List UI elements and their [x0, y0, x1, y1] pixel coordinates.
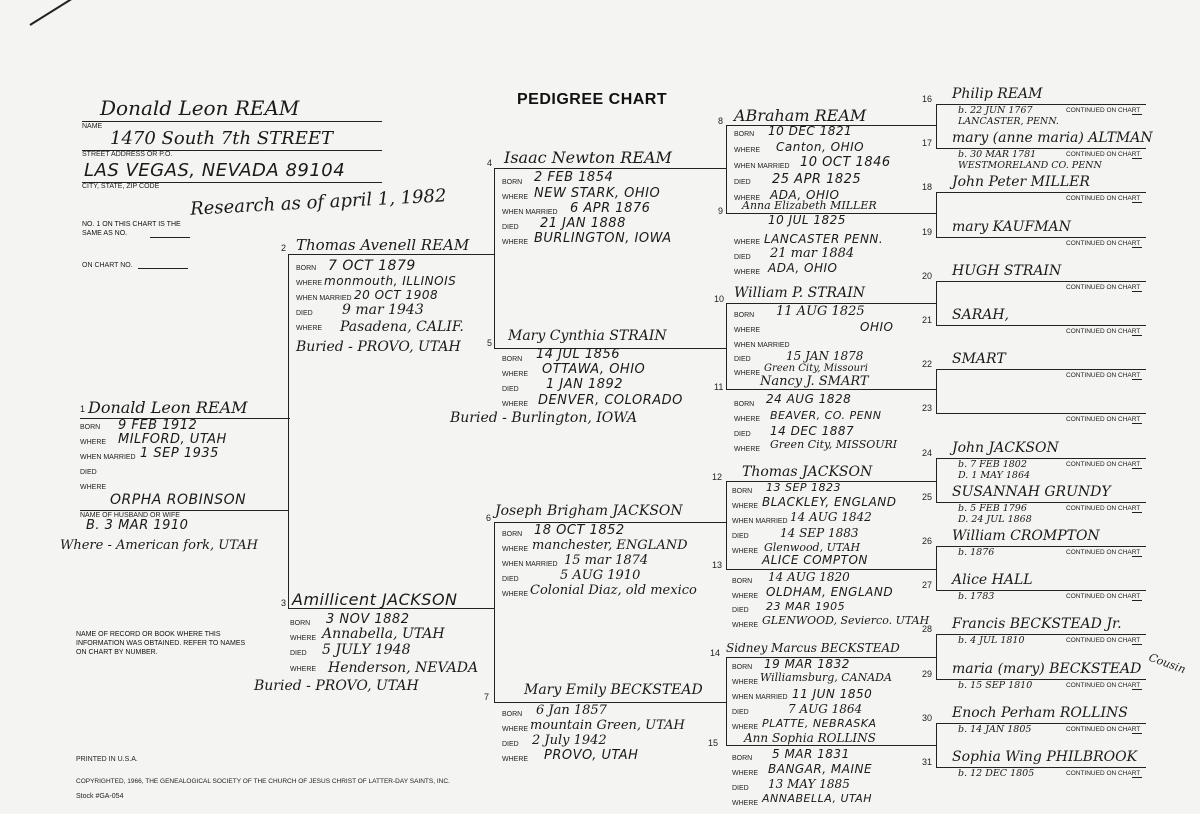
- person-12-name: Thomas JACKSON: [742, 464, 873, 480]
- person-3-died-where: Henderson, NEVADA: [328, 660, 479, 676]
- gen5-person-31-name: Sophia Wing PHILBROOK: [952, 749, 1138, 765]
- gen5-person-20-number: 20: [922, 271, 933, 281]
- person-8-married-label: WHEN MARRIED: [734, 163, 790, 170]
- compiler-street: 1470 South 7th STREET: [110, 128, 334, 149]
- person-13-died-where-label: WHERE: [732, 622, 759, 629]
- person-2-number: 2: [281, 243, 287, 253]
- gen5-person-28-detail-1: b. 4 JUL 1810: [958, 635, 1025, 646]
- person-12-died-label: DIED: [732, 533, 749, 540]
- gen5-person-21-name: SARAH,: [952, 307, 1010, 323]
- person-3-died-label: DIED: [290, 650, 307, 657]
- person-4-married: 6 APR 1876: [570, 201, 651, 216]
- person-10-died-where: Green City, Missouri: [764, 363, 868, 374]
- gen5-person-17-detail-1: b. 30 MAR 1781: [958, 149, 1037, 160]
- person-10-where: OHIO: [860, 320, 894, 334]
- gen5-person-24-detail-2: D. 1 MAY 1864: [958, 470, 1031, 481]
- person-1-number: 1: [80, 404, 86, 414]
- person-12-died-where: Glenwood, UTAH: [764, 541, 861, 554]
- person-5-born: 14 JUL 1856: [536, 347, 620, 362]
- person-2-married-label: WHEN MARRIED: [296, 295, 352, 302]
- gen5-person-23-number: 23: [922, 403, 933, 413]
- gen5-person-16-number: 16: [922, 94, 933, 104]
- person-7-born: 6 Jan 1857: [536, 703, 607, 718]
- person-2-where: monmouth, ILLINOIS: [324, 274, 457, 288]
- person-12-number: 12: [712, 472, 723, 482]
- person-11-died-label: DIED: [734, 431, 751, 438]
- person-1-born: 9 FEB 1912: [118, 418, 198, 433]
- gen5-person-20-name: HUGH STRAIN: [952, 263, 1062, 279]
- gen5-person-23-continued-line: [1132, 423, 1142, 424]
- gen5-person-25-continued-label: CONTINUED ON CHART: [1066, 505, 1141, 512]
- person-14-born-label: BORN: [732, 664, 753, 671]
- compiler-city: LAS VEGAS, NEVADA 89104: [84, 160, 346, 181]
- gen5-person-22-number: 22: [922, 359, 933, 369]
- person-14-where: Williamsburg, CANADA: [760, 671, 892, 684]
- gen5-person-26-name: William CROMPTON: [952, 528, 1100, 544]
- person-6-born-label: BORN: [502, 531, 523, 538]
- person-5-died-label: DIED: [502, 386, 519, 393]
- chart-title: PEDIGREE CHART: [517, 91, 668, 108]
- gen5-person-17-detail-2: WESTMORELAND CO. PENN: [958, 160, 1102, 171]
- person-3-born: 3 NOV 1882: [326, 612, 410, 627]
- gen5-person-26-number: 26: [922, 536, 933, 546]
- person-8-died: 25 APR 1825: [772, 172, 862, 187]
- gen5-person-29-number: 29: [922, 669, 933, 679]
- gen5-person-22-continued-label: CONTINUED ON CHART: [1066, 372, 1141, 379]
- gen5-person-16-continued-line: [1132, 114, 1142, 115]
- person-14-number: 14: [710, 648, 721, 658]
- gen5-person-19-line: [936, 237, 1146, 238]
- gen5-person-30-name: Enoch Perham ROLLINS: [952, 705, 1128, 721]
- gen5-person-29-name: maria (mary) BECKSTEAD: [952, 661, 1142, 677]
- person-8-born: 10 DEC 1821: [768, 124, 853, 138]
- person-6-name: Joseph Brigham JACKSON: [495, 503, 683, 519]
- printed-label: PRINTED IN U.S.A.: [76, 756, 138, 763]
- gen5-person-18-continued-line: [1132, 202, 1142, 203]
- person-5-name: Mary Cynthia STRAIN: [508, 328, 667, 344]
- person-12-died-where-label: WHERE: [732, 548, 759, 555]
- gen5-person-29-continued-label: CONTINUED ON CHART: [1066, 682, 1141, 689]
- gen5-person-27-continued-label: CONTINUED ON CHART: [1066, 593, 1141, 600]
- person-1-name: Donald Leon REAM: [88, 398, 248, 417]
- person-13-born: 14 AUG 1820: [768, 570, 850, 584]
- person-4-where: NEW STARK, OHIO: [534, 186, 661, 201]
- person-11-born: 24 AUG 1828: [766, 392, 852, 406]
- person-9-number: 9: [718, 206, 724, 216]
- person-2-note: Buried - PROVO, UTAH: [296, 339, 461, 355]
- gen5-person-19-name: mary KAUFMAN: [952, 219, 1071, 235]
- gen5-person-18-continued-label: CONTINUED ON CHART: [1066, 195, 1141, 202]
- gen5-person-31-continued-line: [1132, 777, 1142, 778]
- gen5-person-28-name: Francis BECKSTEAD Jr.: [952, 616, 1122, 632]
- gen5-person-20-continued-label: CONTINUED ON CHART: [1066, 284, 1141, 291]
- gen5-person-28-continued-line: [1132, 644, 1142, 645]
- gen5-person-21-number: 21: [922, 315, 933, 325]
- person-14-died-where-label: WHERE: [732, 724, 759, 731]
- person-7-number: 7: [484, 692, 490, 702]
- gen5-person-19-continued-line: [1132, 247, 1142, 248]
- gen5-person-19-number: 19: [922, 227, 933, 237]
- person-3-note: Buried - PROVO, UTAH: [254, 678, 419, 694]
- gen5-person-17-continued-label: CONTINUED ON CHART: [1066, 151, 1141, 158]
- person-5-died-where-label: WHERE: [502, 401, 529, 408]
- gen5-person-16-name: Philip REAM: [952, 86, 1043, 102]
- person-4-name: Isaac Newton REAM: [504, 148, 672, 167]
- person-4-married-label: WHEN MARRIED: [502, 209, 558, 216]
- person-4-born-label: BORN: [502, 179, 523, 186]
- person-15-born-label: BORN: [732, 755, 753, 762]
- person-2-where-label: WHERE: [296, 280, 323, 287]
- gen5-person-30-continued-line: [1132, 733, 1142, 734]
- person-11-number: 11: [714, 382, 724, 392]
- person-5-note: Buried - Burlington, IOWA: [450, 410, 638, 426]
- person-15-name: Ann Sophia ROLLINS: [744, 731, 876, 745]
- person-7-where-label: WHERE: [502, 726, 529, 733]
- gen5-person-30-detail-1: b. 14 JAN 1805: [958, 724, 1032, 735]
- person-12-married-label: WHEN MARRIED: [732, 518, 788, 525]
- gen5-person-29-detail-1: b. 15 SEP 1810: [958, 680, 1033, 691]
- person-15-where: BANGAR, MAINE: [768, 762, 873, 776]
- person-3-number: 3: [281, 598, 287, 608]
- person-2-born: 7 OCT 1879: [328, 258, 416, 274]
- person-4-died-label: DIED: [502, 224, 519, 231]
- gen5-person-24-continued-label: CONTINUED ON CHART: [1066, 461, 1141, 468]
- person-1-married: 1 SEP 1935: [140, 446, 219, 461]
- person-12-married: 14 AUG 1842: [790, 510, 872, 524]
- gen5-person-31-number: 31: [922, 757, 933, 767]
- gen5-person-24-name: John JACKSON: [952, 440, 1059, 456]
- person-9-where: LANCASTER PENN.: [764, 232, 884, 246]
- person-7-name: Mary Emily BECKSTEAD: [524, 682, 703, 698]
- person-7-died: 2 July 1942: [532, 733, 607, 748]
- person-13-number: 13: [712, 560, 723, 570]
- person-10-married-label: WHEN MARRIED: [734, 342, 790, 349]
- gen5-person-24-continued-line: [1132, 468, 1142, 469]
- gen5-person-27-continued-line: [1132, 600, 1142, 601]
- person-5-died-where: DENVER, COLORADO: [538, 393, 683, 408]
- person-8-died-label: DIED: [734, 179, 751, 186]
- person-3-born-label: BORN: [290, 620, 311, 627]
- person-8-number: 8: [718, 116, 724, 126]
- gen5-connector: [936, 104, 937, 148]
- person-12-born-label: BORN: [732, 488, 753, 495]
- person-4-died-where: BURLINGTON, IOWA: [534, 231, 672, 246]
- person-6-where: manchester, ENGLAND: [532, 538, 688, 553]
- person-9-born: 10 JUL 1825: [768, 213, 846, 227]
- person-7-died-where: PROVO, UTAH: [544, 748, 639, 763]
- gen5-connector: [936, 369, 937, 413]
- person-4-died-where-label: WHERE: [502, 239, 529, 246]
- person-15-born: 5 MAR 1831: [772, 747, 850, 761]
- person-9-died-label: DIED: [734, 254, 751, 261]
- gen5-person-21-continued-label: CONTINUED ON CHART: [1066, 328, 1141, 335]
- person-13-where: OLDHAM, ENGLAND: [766, 585, 894, 599]
- gen5-person-30-number: 30: [922, 713, 933, 723]
- gen5-person-19-continued-label: CONTINUED ON CHART: [1066, 240, 1141, 247]
- person-4-number: 4: [487, 158, 493, 168]
- gen5-person-28-number: 28: [922, 624, 933, 634]
- gen5-person-21-line: [936, 325, 1146, 326]
- person-2-married: 20 OCT 1908: [354, 288, 439, 302]
- person-5-died: 1 JAN 1892: [546, 377, 624, 392]
- person-6-where-label: WHERE: [502, 546, 529, 553]
- person-8-born-label: BORN: [734, 131, 755, 138]
- person-13-born-label: BORN: [732, 578, 753, 585]
- gen5-person-20-line: [936, 281, 1146, 282]
- gen5-person-27-name: Alice HALL: [952, 572, 1033, 588]
- person-15-died: 13 MAY 1885: [768, 777, 850, 791]
- person-12-died: 14 SEP 1883: [780, 526, 859, 540]
- person-2-died-label: DIED: [296, 310, 313, 317]
- person-13-name: ALICE COMPTON: [762, 553, 868, 567]
- person-2-died-where-label: WHERE: [296, 325, 323, 332]
- person-6-died-label: DIED: [502, 576, 519, 583]
- person-10-born: 11 AUG 1825: [776, 304, 865, 319]
- person-14-where-label: WHERE: [732, 679, 759, 686]
- gen5-connector: [936, 546, 937, 590]
- gen5-person-28-continued-label: CONTINUED ON CHART: [1066, 637, 1141, 644]
- gen5-person-25-detail-2: D. 24 JUL 1868: [958, 514, 1032, 525]
- person-8-died-where-label: WHERE: [734, 195, 761, 202]
- gen5-person-24-number: 24: [922, 448, 933, 458]
- gen5-person-25-continued-line: [1132, 512, 1142, 513]
- person-7-born-label: BORN: [502, 711, 523, 718]
- person-1-born-label: BORN: [80, 424, 101, 431]
- gen5-person-31-continued-label: CONTINUED ON CHART: [1066, 770, 1141, 777]
- person-12-where: BLACKLEY, ENGLAND: [762, 495, 897, 509]
- same-as-label: NO. 1 ON THIS CHART IS THE SAME AS NO.: [82, 221, 181, 237]
- gen5-person-22-line: [936, 369, 1146, 370]
- person-1-married-label: WHEN MARRIED: [80, 454, 136, 461]
- gen5-person-26-continued-line: [1132, 556, 1142, 557]
- person-15-died-where-label: WHERE: [732, 800, 759, 807]
- person-8-where: Canton, OHIO: [776, 140, 865, 154]
- gen5-person-26-detail-1: b. 1876: [958, 547, 995, 558]
- person-3-died-where-label: WHERE: [290, 666, 317, 673]
- person-8-where-label: WHERE: [734, 147, 761, 154]
- spouse-born: B. 3 MAR 1910: [86, 518, 189, 533]
- spouse-label: NAME OF HUSBAND OR WIFE: [80, 512, 180, 519]
- person-5-born-label: BORN: [502, 356, 523, 363]
- person-2-born-label: BORN: [296, 265, 317, 272]
- gen5-person-23-line: [936, 413, 1146, 414]
- person-1-where: MILFORD, UTAH: [118, 432, 227, 447]
- gen5-connector: [936, 281, 937, 325]
- person-14-name: Sidney Marcus BECKSTEAD: [726, 641, 900, 655]
- person-9-died-where-label: WHERE: [734, 269, 761, 276]
- person-5-where-label: WHERE: [502, 371, 529, 378]
- person-11-where: BEAVER, CO. PENN: [770, 409, 882, 422]
- person-11-died-where-label: WHERE: [734, 446, 761, 453]
- person-14-died: 7 AUG 1864: [788, 702, 863, 716]
- gen5-person-29-continued-line: [1132, 689, 1142, 690]
- gen5-person-16-detail-2: LANCASTER, PENN.: [958, 116, 1059, 127]
- person-2-died: 9 mar 1943: [342, 302, 424, 318]
- person-5-number: 5: [487, 338, 493, 348]
- gen5-person-25-detail-1: b. 5 FEB 1796: [958, 503, 1027, 514]
- person-8-name: ABraham REAM: [734, 106, 867, 125]
- gen5-person-31-detail-1: b. 12 DEC 1805: [958, 768, 1035, 779]
- city-label: CITY, STATE, ZIP CODE: [82, 183, 160, 190]
- gen5-connector: [936, 634, 937, 679]
- person-3-where: Annabella, UTAH: [322, 626, 445, 642]
- person-10-died-label: DIED: [734, 356, 751, 363]
- person-15-number: 15: [708, 738, 719, 748]
- person-11-name: Nancy J. SMART: [760, 374, 869, 389]
- name-label: NAME: [82, 123, 103, 130]
- corner-mark: [29, 0, 72, 26]
- person-11-where-label: WHERE: [734, 416, 761, 423]
- person-10-number: 10: [714, 294, 725, 304]
- gen5-person-17-name: mary (anne maria) ALTMAN: [952, 130, 1153, 146]
- person-11-born-label: BORN: [734, 401, 755, 408]
- person-3-where-label: WHERE: [290, 635, 317, 642]
- person-7-died-where-label: WHERE: [502, 756, 529, 763]
- person-13-died: 23 MAR 1905: [766, 600, 846, 613]
- person-6-died-where-label: WHERE: [502, 591, 529, 598]
- person-14-married: 11 JUN 1850: [792, 687, 873, 701]
- person-15-where-label: WHERE: [732, 770, 759, 777]
- person-10-died-where-label: WHERE: [734, 370, 761, 377]
- spouse-where: Where - American fork, UTAH: [60, 538, 258, 553]
- copyright-label: COPYRIGHTED, 1966, THE GENEALOGICAL SOCIETY OF THE CHURCH OF JESUS CHRIST OF LATTER-DAY SAINTS, INC.: [76, 778, 450, 785]
- person-3-name: Amillicent JACKSON: [292, 590, 458, 609]
- gen5-person-18-name: John Peter MILLER: [952, 174, 1090, 190]
- person-6-number: 6: [486, 513, 492, 523]
- person-15-died-where: ANNABELLA, UTAH: [762, 792, 873, 805]
- gen5-person-21-continued-line: [1132, 335, 1142, 336]
- person-4-born: 2 FEB 1854: [534, 170, 614, 185]
- person-7-died-label: DIED: [502, 741, 519, 748]
- person-4-died: 21 JAN 1888: [540, 216, 626, 231]
- person-8-died-where: ADA, OHIO: [770, 188, 840, 202]
- person-6-married-label: WHEN MARRIED: [502, 561, 558, 568]
- person-10-born-label: BORN: [734, 312, 755, 319]
- person-12-where-label: WHERE: [732, 503, 759, 510]
- spouse-name: ORPHA ROBINSON: [110, 492, 247, 508]
- person-9-where-label: WHERE: [734, 239, 761, 246]
- person-1-died-label: DIED: [80, 469, 97, 476]
- person-6-died-where: Colonial Diaz, old mexico: [530, 583, 697, 598]
- person-1-where-label: WHERE: [80, 439, 107, 446]
- gen5-person-27-detail-1: b. 1783: [958, 591, 995, 602]
- record-note: NAME OF RECORD OR BOOK WHERE THIS INFORMATION WAS OBTAINED. REFER TO NAMES ON CHART BY NUMBER.: [76, 631, 246, 656]
- gen5-person-25-number: 25: [922, 492, 933, 502]
- gen5-person-26-continued-label: CONTINUED ON CHART: [1066, 549, 1141, 556]
- gen5-person-16-continued-label: CONTINUED ON CHART: [1066, 107, 1141, 114]
- person-7-where: mountain Green, UTAH: [530, 718, 685, 733]
- person-8-married: 10 OCT 1846: [800, 155, 891, 170]
- gen5-connector: [936, 192, 937, 237]
- compiler-name: Donald Leon REAM: [100, 96, 300, 120]
- person-11-died-where: Green City, MISSOURI: [770, 438, 898, 451]
- person-10-name: William P. STRAIN: [734, 285, 865, 301]
- person-13-died-where: GLENWOOD, Sevierco. UTAH: [762, 614, 930, 627]
- person-14-died-label: DIED: [732, 709, 749, 716]
- person-14-died-where: PLATTE, NEBRASKA: [762, 717, 877, 730]
- gen5-person-29-note: Cousin: [1146, 650, 1188, 677]
- person-9-died-where: ADA, OHIO: [768, 261, 838, 275]
- person-14-born: 19 MAR 1832: [764, 657, 850, 671]
- on-chart-label: ON CHART NO.: [82, 262, 133, 269]
- person-3-died: 5 JULY 1948: [322, 642, 411, 658]
- person-10-where-label: WHERE: [734, 327, 761, 334]
- gen5-person-23-continued-label: CONTINUED ON CHART: [1066, 416, 1141, 423]
- person-6-married: 15 mar 1874: [564, 553, 649, 568]
- person-9-died: 21 mar 1884: [770, 246, 855, 261]
- stock-label: Stock #GA-054: [76, 793, 124, 800]
- research-note: Research as of april 1, 1982: [189, 185, 447, 220]
- gen5-person-24-detail-1: b. 7 FEB 1802: [958, 459, 1027, 470]
- street-label: STREET ADDRESS OR P.O.: [82, 151, 173, 158]
- gen5-connector: [936, 723, 937, 767]
- person-14-married-label: WHEN MARRIED: [732, 694, 788, 701]
- gen5-person-22-continued-line: [1132, 379, 1142, 380]
- person-11-died: 14 DEC 1887: [770, 424, 855, 438]
- person-12-born: 13 SEP 1823: [766, 481, 842, 494]
- gen5-person-30-continued-label: CONTINUED ON CHART: [1066, 726, 1141, 733]
- gen5-person-27-number: 27: [922, 580, 933, 590]
- person-5-where: OTTAWA, OHIO: [542, 362, 646, 377]
- person-15-died-label: DIED: [732, 785, 749, 792]
- gen5-person-18-line: [936, 192, 1146, 193]
- person-1-died-where-label: WHERE: [80, 484, 107, 491]
- person-4-where-label: WHERE: [502, 194, 529, 201]
- gen5-person-17-number: 17: [922, 138, 933, 148]
- person-13-where-label: WHERE: [732, 593, 759, 600]
- gen5-person-22-name: SMART: [952, 351, 1006, 367]
- gen5-person-16-detail-1: b. 22 JUN 1767: [958, 105, 1033, 116]
- gen5-person-20-continued-line: [1132, 291, 1142, 292]
- gen5-person-25-name: SUSANNAH GRUNDY: [952, 484, 1111, 500]
- person-2-name: Thomas Avenell REAM: [296, 236, 470, 254]
- gen5-person-18-number: 18: [922, 182, 933, 192]
- person-6-born: 18 OCT 1852: [534, 523, 625, 538]
- person-2-died-where: Pasadena, CALIF.: [340, 319, 464, 335]
- person-9-name: Anna Elizabeth MILLER: [742, 199, 877, 212]
- gen5-connector: [936, 458, 937, 502]
- person-6-died: 5 AUG 1910: [560, 568, 641, 583]
- person-13-died-label: DIED: [732, 607, 749, 614]
- gen5-person-17-continued-line: [1132, 158, 1142, 159]
- person-10-died: 15 JAN 1878: [786, 349, 864, 363]
